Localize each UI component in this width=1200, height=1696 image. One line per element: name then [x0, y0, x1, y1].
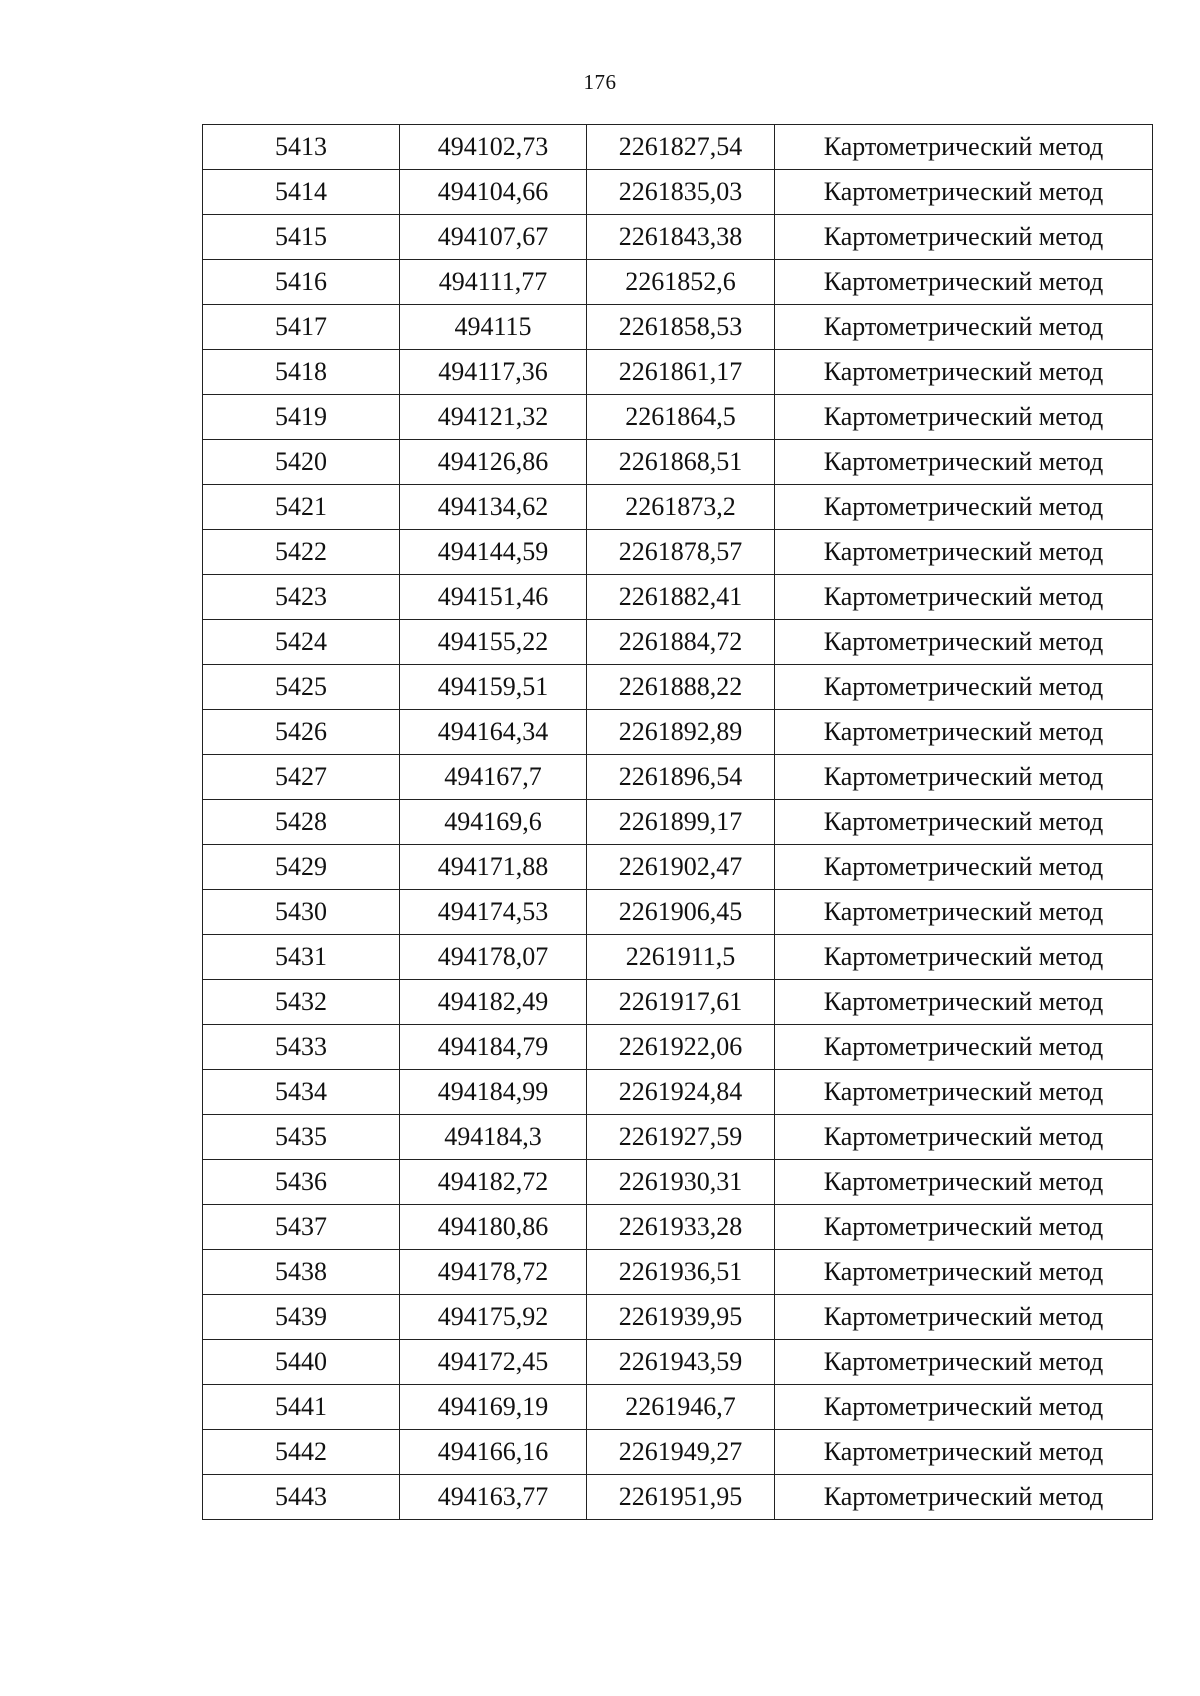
y-coordinate-cell: 2261917,61 — [587, 980, 775, 1025]
point-number-cell: 5426 — [203, 710, 400, 755]
point-number-cell: 5429 — [203, 845, 400, 890]
table-row — [203, 395, 1153, 440]
y-coordinate-cell: 2261882,41 — [587, 575, 775, 620]
y-coordinate-cell: 2261924,84 — [587, 1070, 775, 1115]
x-coordinate-cell: 494174,53 — [400, 890, 587, 935]
point-number-cell: 5422 — [203, 530, 400, 575]
y-coordinate-cell: 2261949,27 — [587, 1430, 775, 1475]
point-number-cell: 5416 — [203, 260, 400, 305]
method-cell: Картометрический метод — [775, 890, 1153, 935]
table-row — [203, 530, 1153, 575]
table-row — [203, 1160, 1153, 1205]
y-coordinate-cell: 2261946,7 — [587, 1385, 775, 1430]
point-number-cell: 5420 — [203, 440, 400, 485]
point-number-cell: 5440 — [203, 1340, 400, 1385]
y-coordinate-cell: 2261911,5 — [587, 935, 775, 980]
y-coordinate-cell: 2261878,57 — [587, 530, 775, 575]
y-coordinate-cell: 2261896,54 — [587, 755, 775, 800]
x-coordinate-cell: 494172,45 — [400, 1340, 587, 1385]
y-coordinate-cell: 2261835,03 — [587, 170, 775, 215]
point-number-cell: 5430 — [203, 890, 400, 935]
point-number-cell: 5441 — [203, 1385, 400, 1430]
method-cell: Картометрический метод — [775, 530, 1153, 575]
table-row — [203, 935, 1153, 980]
point-number-cell: 5431 — [203, 935, 400, 980]
y-coordinate-cell: 2261892,89 — [587, 710, 775, 755]
table-row — [203, 1295, 1153, 1340]
method-cell: Картометрический метод — [775, 305, 1153, 350]
x-coordinate-cell: 494178,72 — [400, 1250, 587, 1295]
table-row — [203, 260, 1153, 305]
point-number-cell: 5432 — [203, 980, 400, 1025]
coordinates-table — [202, 124, 1153, 1520]
x-coordinate-cell: 494163,77 — [400, 1475, 587, 1520]
point-number-cell: 5435 — [203, 1115, 400, 1160]
method-cell: Картометрический метод — [775, 980, 1153, 1025]
table-row — [203, 800, 1153, 845]
method-cell: Картометрический метод — [775, 1025, 1153, 1070]
table-row — [203, 1115, 1153, 1160]
y-coordinate-cell: 2261861,17 — [587, 350, 775, 395]
table-row — [203, 1205, 1153, 1250]
x-coordinate-cell: 494155,22 — [400, 620, 587, 665]
point-number-cell: 5421 — [203, 485, 400, 530]
point-number-cell: 5418 — [203, 350, 400, 395]
method-cell: Картометрический метод — [775, 1160, 1153, 1205]
x-coordinate-cell: 494169,19 — [400, 1385, 587, 1430]
table-row — [203, 710, 1153, 755]
x-coordinate-cell: 494182,49 — [400, 980, 587, 1025]
x-coordinate-cell: 494184,3 — [400, 1115, 587, 1160]
table-row — [203, 620, 1153, 665]
table-body — [203, 125, 1153, 1520]
method-cell: Картометрический метод — [775, 800, 1153, 845]
x-coordinate-cell: 494117,36 — [400, 350, 587, 395]
x-coordinate-cell: 494134,62 — [400, 485, 587, 530]
point-number-cell: 5437 — [203, 1205, 400, 1250]
y-coordinate-cell: 2261884,72 — [587, 620, 775, 665]
point-number-cell: 5413 — [203, 125, 400, 170]
point-number-cell: 5423 — [203, 575, 400, 620]
x-coordinate-cell: 494159,51 — [400, 665, 587, 710]
table-row — [203, 1475, 1153, 1520]
method-cell: Картометрический метод — [775, 215, 1153, 260]
y-coordinate-cell: 2261858,53 — [587, 305, 775, 350]
point-number-cell: 5415 — [203, 215, 400, 260]
method-cell: Картометрический метод — [775, 1385, 1153, 1430]
table-row — [203, 980, 1153, 1025]
point-number-cell: 5424 — [203, 620, 400, 665]
x-coordinate-cell: 494111,77 — [400, 260, 587, 305]
table-row — [203, 845, 1153, 890]
table-row — [203, 665, 1153, 710]
table-row — [203, 1340, 1153, 1385]
x-coordinate-cell: 494182,72 — [400, 1160, 587, 1205]
y-coordinate-cell: 2261852,6 — [587, 260, 775, 305]
method-cell: Картометрический метод — [775, 485, 1153, 530]
y-coordinate-cell: 2261939,95 — [587, 1295, 775, 1340]
y-coordinate-cell: 2261864,5 — [587, 395, 775, 440]
point-number-cell: 5417 — [203, 305, 400, 350]
table-row — [203, 890, 1153, 935]
point-number-cell: 5434 — [203, 1070, 400, 1115]
x-coordinate-cell: 494126,86 — [400, 440, 587, 485]
x-coordinate-cell: 494178,07 — [400, 935, 587, 980]
table-row — [203, 1070, 1153, 1115]
x-coordinate-cell: 494175,92 — [400, 1295, 587, 1340]
method-cell: Картометрический метод — [775, 1295, 1153, 1340]
table-row — [203, 755, 1153, 800]
point-number-cell: 5438 — [203, 1250, 400, 1295]
y-coordinate-cell: 2261936,51 — [587, 1250, 775, 1295]
method-cell: Картометрический метод — [775, 1430, 1153, 1475]
x-coordinate-cell: 494151,46 — [400, 575, 587, 620]
table-row — [203, 350, 1153, 395]
table-row — [203, 1385, 1153, 1430]
point-number-cell: 5443 — [203, 1475, 400, 1520]
y-coordinate-cell: 2261922,06 — [587, 1025, 775, 1070]
x-coordinate-cell: 494167,7 — [400, 755, 587, 800]
point-number-cell: 5433 — [203, 1025, 400, 1070]
x-coordinate-cell: 494169,6 — [400, 800, 587, 845]
x-coordinate-cell: 494104,66 — [400, 170, 587, 215]
point-number-cell: 5439 — [203, 1295, 400, 1340]
point-number-cell: 5427 — [203, 755, 400, 800]
table-row — [203, 170, 1153, 215]
table-row — [203, 575, 1153, 620]
point-number-cell: 5414 — [203, 170, 400, 215]
x-coordinate-cell: 494184,79 — [400, 1025, 587, 1070]
x-coordinate-cell: 494164,34 — [400, 710, 587, 755]
table-row — [203, 440, 1153, 485]
table-row — [203, 305, 1153, 350]
method-cell: Картометрический метод — [775, 845, 1153, 890]
method-cell: Картометрический метод — [775, 755, 1153, 800]
y-coordinate-cell: 2261827,54 — [587, 125, 775, 170]
point-number-cell: 5425 — [203, 665, 400, 710]
method-cell: Картометрический метод — [775, 440, 1153, 485]
method-cell: Картометрический метод — [775, 1115, 1153, 1160]
x-coordinate-cell: 494107,67 — [400, 215, 587, 260]
y-coordinate-cell: 2261899,17 — [587, 800, 775, 845]
point-number-cell: 5428 — [203, 800, 400, 845]
y-coordinate-cell: 2261943,59 — [587, 1340, 775, 1385]
x-coordinate-cell: 494180,86 — [400, 1205, 587, 1250]
y-coordinate-cell: 2261873,2 — [587, 485, 775, 530]
method-cell: Картометрический метод — [775, 665, 1153, 710]
table-row — [203, 485, 1153, 530]
y-coordinate-cell: 2261930,31 — [587, 1160, 775, 1205]
table-row — [203, 215, 1153, 260]
method-cell: Картометрический метод — [775, 935, 1153, 980]
x-coordinate-cell: 494166,16 — [400, 1430, 587, 1475]
method-cell: Картометрический метод — [775, 1475, 1153, 1520]
method-cell: Картометрический метод — [775, 350, 1153, 395]
y-coordinate-cell: 2261868,51 — [587, 440, 775, 485]
table-row — [203, 1430, 1153, 1475]
y-coordinate-cell: 2261951,95 — [587, 1475, 775, 1520]
point-number-cell: 5419 — [203, 395, 400, 440]
method-cell: Картометрический метод — [775, 395, 1153, 440]
y-coordinate-cell: 2261906,45 — [587, 890, 775, 935]
method-cell: Картометрический метод — [775, 710, 1153, 755]
table-row — [203, 1250, 1153, 1295]
method-cell: Картометрический метод — [775, 260, 1153, 305]
method-cell: Картометрический метод — [775, 1205, 1153, 1250]
method-cell: Картометрический метод — [775, 575, 1153, 620]
point-number-cell: 5436 — [203, 1160, 400, 1205]
method-cell: Картометрический метод — [775, 620, 1153, 665]
y-coordinate-cell: 2261843,38 — [587, 215, 775, 260]
y-coordinate-cell: 2261902,47 — [587, 845, 775, 890]
y-coordinate-cell: 2261933,28 — [587, 1205, 775, 1250]
method-cell: Картометрический метод — [775, 1070, 1153, 1115]
x-coordinate-cell: 494121,32 — [400, 395, 587, 440]
point-number-cell: 5442 — [203, 1430, 400, 1475]
x-coordinate-cell: 494102,73 — [400, 125, 587, 170]
x-coordinate-cell: 494144,59 — [400, 530, 587, 575]
y-coordinate-cell: 2261888,22 — [587, 665, 775, 710]
x-coordinate-cell: 494115 — [400, 305, 587, 350]
method-cell: Картометрический метод — [775, 1340, 1153, 1385]
y-coordinate-cell: 2261927,59 — [587, 1115, 775, 1160]
x-coordinate-cell: 494184,99 — [400, 1070, 587, 1115]
table-row — [203, 1025, 1153, 1070]
x-coordinate-cell: 494171,88 — [400, 845, 587, 890]
method-cell: Картометрический метод — [775, 170, 1153, 215]
method-cell: Картометрический метод — [775, 125, 1153, 170]
table-row — [203, 125, 1153, 170]
method-cell: Картометрический метод — [775, 1250, 1153, 1295]
page-number: 176 — [583, 70, 617, 94]
